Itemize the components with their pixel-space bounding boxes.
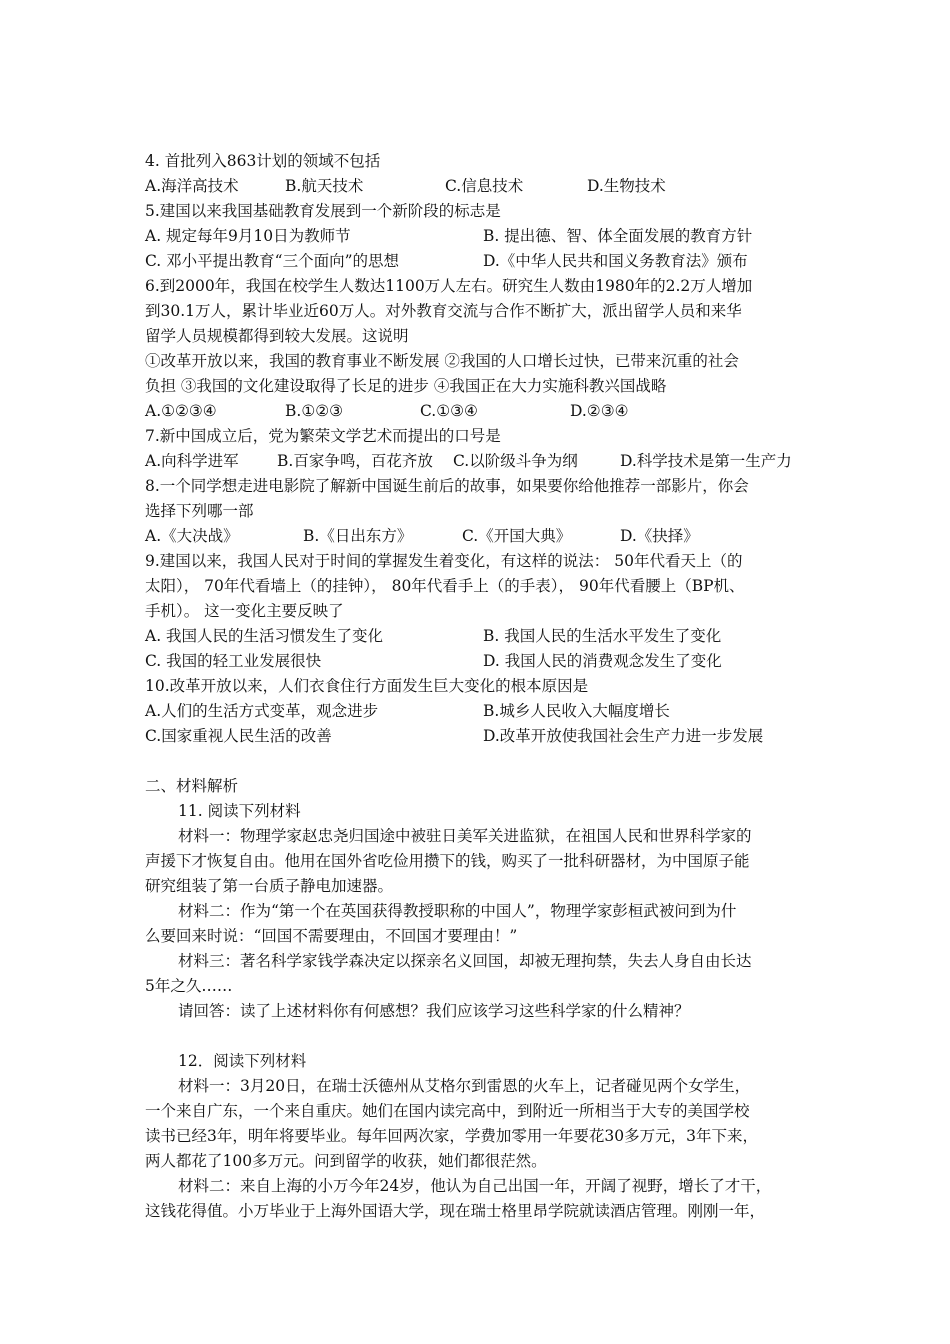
q12-title: 12．阅读下列材料: [178, 1052, 307, 1070]
q4-stem: 4. 首批列入863计划的领域不包括: [145, 152, 381, 170]
q4-option-c: C.信息技术: [445, 177, 524, 195]
q7-option-d: D.科学技术是第一生产力: [620, 452, 792, 470]
q7-stem: 7.新中国成立后，党为繁荣文学艺术而提出的口号是: [145, 427, 501, 445]
q4-option-d: D.生物技术: [587, 177, 666, 195]
q6-line-2: 到30.1万人，累计毕业近60万人。对外教育交流与合作不断扩大，派出留学人员和来华: [145, 302, 742, 320]
q11-material-1-line-1: 材料一：物理学家赵忠尧归国途中被驻日美军关进监狱，在祖国人民和世界科学家的: [178, 827, 752, 845]
q11-question: 请回答：读了上述材料你有何感想？我们应该学习这些科学家的什么精神？: [178, 1002, 690, 1020]
q5-option-b: B. 提出德、智、体全面发展的教育方针: [483, 227, 753, 245]
q9-option-d: D. 我国人民的消费观念发生了变化: [483, 652, 722, 670]
q12-material-1-line-1: 材料一：3月20日，在瑞士沃德州从艾格尔到雷恩的火车上，记者碰见两个女学生，: [178, 1077, 751, 1095]
q11-material-2-line-1: 材料二：作为“第一个在英国获得教授职称的中国人”，物理学家彭桓武被问到为什: [178, 902, 737, 920]
q6-option-a: A.①②③④: [145, 402, 217, 420]
q6-line-1: 6.到2000年，我国在校学生人数达1100万人左右。研究生人数由1980年的2.2万人增加: [145, 277, 753, 295]
q11-material-1-line-3: 研究组装了第一台质子静电加速器。: [145, 877, 394, 895]
q6-line-5: 负担 ③我国的文化建设取得了长足的进步 ④我国正在大力实施科教兴国战略: [145, 377, 667, 395]
q7-option-b: B.百家争鸣，百花齐放: [277, 452, 433, 470]
q4-option-a: A.海洋高技术: [145, 177, 239, 195]
q10-option-d: D.改革开放使我国社会生产力进一步发展: [483, 727, 764, 745]
q5-option-d: D.《中华人民共和国义务教育法》颁布: [483, 252, 748, 270]
q5-stem: 5.建国以来我国基础教育发展到一个新阶段的标志是: [145, 202, 501, 220]
q8-option-a: A.《大决战》: [145, 527, 239, 545]
q12-material-1-line-2: 一个来自广东，一个来自重庆。她们在国内读完高中，到附近一所相当于大专的美国学校: [145, 1102, 750, 1120]
q8-line-2: 选择下列哪一部: [145, 502, 254, 520]
q9-line-3: 手机）。 这一变化主要反映了: [145, 602, 344, 620]
q11-material-1-line-2: 声援下才恢复自由。他用在国外省吃俭用攒下的钱，购买了一批科研器材，为中国原子能: [145, 852, 750, 870]
q6-option-c: C.①③④: [420, 402, 478, 420]
q10-option-a: A.人们的生活方式变革，观念进步: [145, 702, 379, 720]
q6-option-d: D.②③④: [570, 402, 629, 420]
q11-material-3-line-2: 5年之久……: [145, 977, 233, 995]
q7-option-a: A.向科学进军: [145, 452, 239, 470]
q9-option-b: B. 我国人民的生活水平发生了变化: [483, 627, 722, 645]
q11-material-2-line-2: 么要回来时说：“回国不需要理由，不回国才要理由！”: [145, 927, 518, 945]
q8-option-c: C.《开国大典》: [462, 527, 572, 545]
q5-option-a: A. 规定每年9月10日为教师节: [145, 227, 351, 245]
q6-line-4: ①改革开放以来，我国的教育事业不断发展 ②我国的人口增长过快，已带来沉重的社会: [145, 352, 739, 370]
q10-option-b: B.城乡人民收入大幅度增长: [483, 702, 670, 720]
q8-option-d: D.《抉择》: [620, 527, 699, 545]
q12-material-2-line-1: 材料二：来自上海的小万今年24岁，他认为自己出国一年，开阔了视野，增长了才干，: [178, 1177, 772, 1195]
q12-material-2-line-2: 这钱花得值。小万毕业于上海外国语大学，现在瑞士格里昂学院就读酒店管理。刚刚一年，: [145, 1202, 766, 1220]
q6-option-b: B.①②③: [285, 402, 344, 420]
q8-option-b: B.《日出东方》: [303, 527, 413, 545]
q4-option-b: B.航天技术: [285, 177, 364, 195]
q12-material-1-line-4: 两人都花了100多万元。问到留学的收获，她们都很茫然。: [145, 1152, 547, 1170]
q10-option-c: C.国家重视人民生活的改善: [145, 727, 332, 745]
q12-material-1-line-3: 读书已经3年，明年将要毕业。每年回两次家，学费加零用一年要花30多万元，3年下来，: [145, 1127, 758, 1145]
q9-line-2: 太阳）， 70年代看墙上（的挂钟）， 80年代看手上（的手表）， 90年代看腰上（BP机、: [145, 577, 745, 595]
section-2-title: 二、材料解析: [145, 777, 239, 795]
q10-stem: 10.改革开放以来，人们衣食住行方面发生巨大变化的根本原因是: [145, 677, 589, 695]
q6-line-3: 留学人员规模都得到较大发展。这说明: [145, 327, 409, 345]
q11-title: 11. 阅读下列材料: [178, 802, 301, 820]
q8-line-1: 8.一个同学想走进电影院了解新中国诞生前后的故事，如果要你给他推荐一部影片，你会: [145, 477, 749, 495]
q11-material-3-line-1: 材料三：著名科学家钱学森决定以探亲名义回国，却被无理拘禁，失去人身自由长达: [178, 952, 752, 970]
q9-line-1: 9.建国以来，我国人民对于时间的掌握发生着变化，有这样的说法： 50年代看天上（的: [145, 552, 743, 570]
q7-option-c: C.以阶级斗争为纲: [453, 452, 578, 470]
q9-option-c: C. 我国的轻工业发展很快: [145, 652, 322, 670]
q9-option-a: A. 我国人民的生活习惯发生了变化: [145, 627, 384, 645]
q5-option-c: C. 邓小平提出教育“三个面向”的思想: [145, 252, 400, 270]
